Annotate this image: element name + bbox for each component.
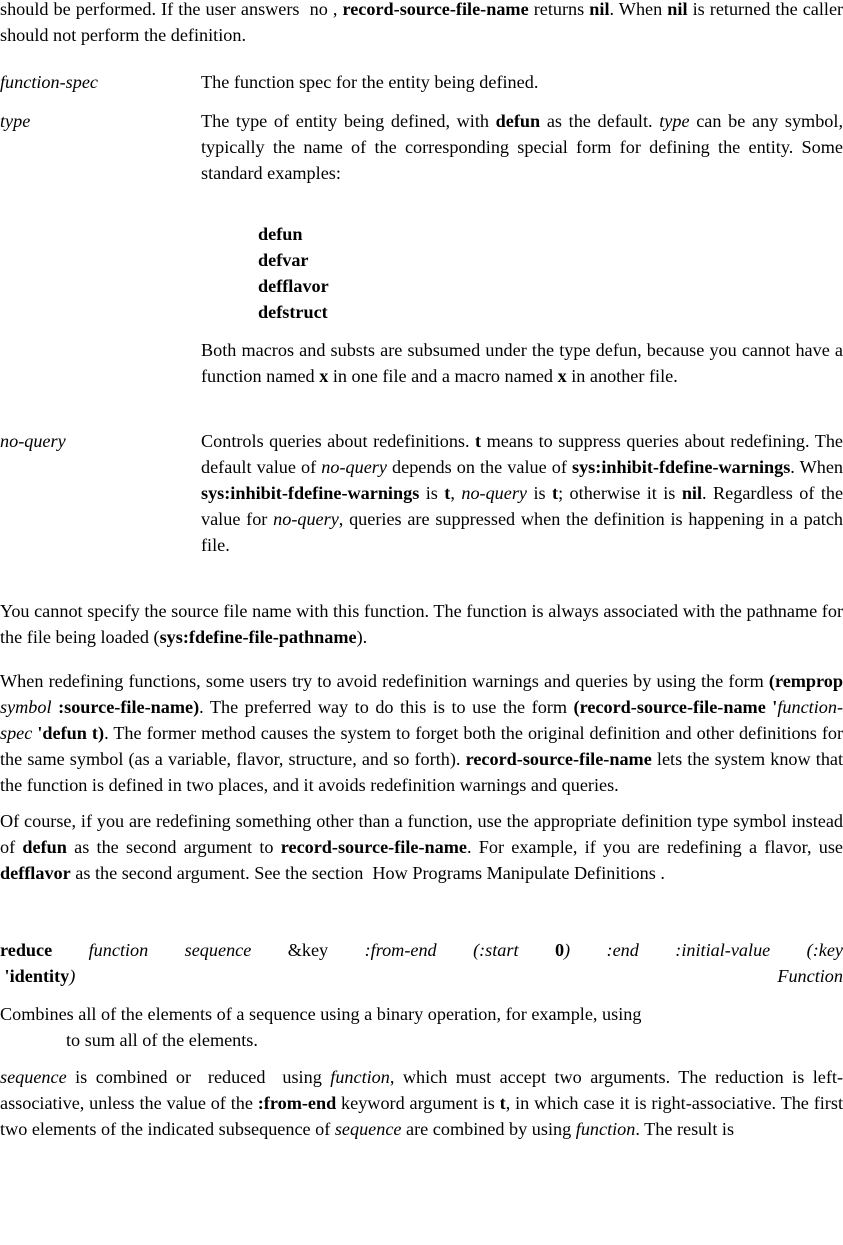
arg-desc-type: [201, 108, 843, 186]
symbol-ref: defun: [495, 111, 541, 131]
paragraph-other-types: [0, 808, 843, 886]
code-ref: :source-file-name): [58, 697, 200, 717]
symbol-ref: t: [499, 1093, 506, 1113]
function-name-ref: record-source-file-name: [342, 0, 529, 19]
body-text: as the second argument to: [74, 837, 274, 857]
arg-ref: type: [659, 111, 690, 131]
body-text: . For example, if you are redefining a flavor, use: [466, 837, 843, 857]
symbol-ref: t: [444, 483, 451, 503]
type-examples-list: [258, 221, 329, 325]
body-text: lets the system know that the function is defined in two places, and it avoids redefinition warnings and queries.: [0, 749, 843, 795]
body-text: . The former method causes the system to forget both the original definition and other definitions for the same symbol (as a variable, flavor, structure, and so forth).: [0, 723, 843, 769]
desc-text: in one file and a macro named: [332, 366, 554, 386]
desc-text: . Regardless of the value for: [201, 483, 843, 529]
paragraph-reduce-summary: [0, 1001, 843, 1053]
arg-desc-function-spec: The function spec for the entity being defined.: [201, 72, 539, 92]
body-text: as the second argument. See the section: [75, 863, 364, 883]
signature-arg: (:key: [806, 940, 843, 960]
arg-ref: function: [575, 1119, 636, 1139]
type-example: defvar: [258, 250, 309, 270]
body-text: using: [282, 1067, 322, 1087]
arg-ref: sequence: [334, 1119, 402, 1139]
desc-text: ; otherwise it is: [558, 483, 676, 503]
arg-term-function-spec: function-spec: [0, 72, 98, 92]
keyword-ref: :from-end: [257, 1093, 337, 1113]
body-text: keyword argument is: [341, 1093, 495, 1113]
function-name-ref: record-source-file-name: [280, 837, 467, 857]
intro-text: returns: [533, 0, 585, 19]
signature-arg: function: [88, 940, 149, 960]
type-example: defflavor: [258, 276, 329, 296]
code-ref: (record-source-file-name ': [573, 697, 778, 717]
arg-ref: sequence: [0, 1067, 67, 1087]
body-text: Combines all of the elements of a sequence using a binary operation, for example, using: [0, 1004, 642, 1024]
arg-ref: no-query: [461, 483, 527, 503]
code-ref: (remprop: [768, 671, 843, 691]
symbol-ref: t: [552, 483, 559, 503]
function-name: reduce: [0, 940, 53, 960]
signature-arg: sequence: [184, 940, 252, 960]
signature-arg: (:start: [473, 940, 519, 960]
variable-ref: sys:fdefine-file-pathname: [159, 627, 357, 647]
nil-ref: nil: [681, 483, 703, 503]
desc-text: Both macros and substs are subsumed under the type defun, because you cannot have a function named: [201, 340, 843, 386]
symbol-ref: t: [475, 431, 482, 451]
desc-text: ,: [450, 483, 455, 503]
signature-keyword: &key: [287, 940, 329, 960]
arg-ref: symbol: [0, 697, 52, 717]
symbol-ref: defun: [22, 837, 67, 857]
paragraph-reduce-detail: [0, 1064, 843, 1142]
reduce-signature-line: [0, 937, 843, 963]
body-text: Of course, if you are redefining something other than a function, use the appropriate definition type symbol instead of: [0, 811, 843, 857]
body-text: is combined or: [75, 1067, 192, 1087]
arg-ref: function-spec: [0, 697, 843, 743]
section-link[interactable]: How Programs Manipulate Definitions: [372, 863, 656, 883]
body-text: are combined by using: [406, 1119, 572, 1139]
intro-text: . When: [609, 0, 663, 19]
signature-arg: ): [69, 966, 76, 986]
desc-text: as the default.: [546, 111, 653, 131]
desc-text: is: [533, 483, 546, 503]
arg-desc-type-note: [201, 337, 843, 389]
paragraph-source-file: [0, 598, 843, 650]
arg-term-no-query: no-query: [0, 431, 66, 451]
desc-text: The type of entity being defined, with: [201, 111, 489, 131]
paragraph-redefining: [0, 668, 843, 798]
intro-text: is returned the caller should not perform the definition.: [0, 0, 843, 45]
variable-ref: sys:inhibit-fdefine-warnings: [201, 483, 420, 503]
desc-text: Controls queries about redefinitions.: [201, 431, 470, 451]
nil-ref: nil: [589, 0, 610, 19]
body-text: , in which case it is right-associative. The first two elements of the indicated subsequence of: [0, 1093, 843, 1139]
intro-text: ,: [332, 0, 338, 19]
body-text: reduced: [207, 1067, 266, 1087]
intro-text: should be performed. If the user answers: [0, 0, 300, 19]
desc-text: can be any symbol, typically the name of the corresponding special form for defining the entity. Some standard examples:: [201, 111, 843, 183]
type-example: defun: [258, 224, 303, 244]
signature-default: 0: [554, 940, 565, 960]
signature-arg: :initial-value: [675, 940, 771, 960]
variable-ref: sys:inhibit-fdefine-warnings: [572, 457, 791, 477]
signature-default: 'identity: [4, 966, 70, 986]
body-text: . The result is: [635, 1119, 735, 1139]
code-ref: 'defun t): [37, 723, 105, 743]
body-text: , which must accept two arguments. The reduction is left-associative, unless the value of the: [0, 1067, 843, 1113]
desc-text: is: [425, 483, 438, 503]
intro-paragraph: [0, 0, 843, 48]
body-text: ).: [356, 627, 368, 647]
reduce-signature-line-2: [0, 963, 843, 989]
arg-desc-no-query: [201, 428, 843, 558]
symbol-ref: defflavor: [0, 863, 71, 883]
body-text: When redefining functions, some users try to avoid redefinition warnings and queries by using the form: [0, 671, 764, 691]
type-example: defstruct: [258, 302, 328, 322]
body-text: .: [660, 863, 665, 883]
body-text: to sum all of the elements.: [66, 1030, 258, 1050]
arg-term-type: type: [0, 111, 31, 131]
intro-text: no: [309, 0, 328, 19]
desc-text: means to suppress queries about redefining. The default value of: [201, 431, 843, 477]
arg-ref: no-query: [321, 457, 387, 477]
desc-text: depends on the value of: [392, 457, 567, 477]
symbol-ref: x: [319, 366, 329, 386]
signature-arg: ): [564, 940, 571, 960]
symbol-ref: x: [557, 366, 567, 386]
signature-arg: :end: [606, 940, 639, 960]
arg-ref: no-query: [273, 509, 339, 529]
body-text: You cannot specify the source file name with this function. The function is always associated with the pathname for the file being loaded (: [0, 601, 843, 647]
function-name-ref: record-source-file-name: [465, 749, 652, 769]
definition-kind: Function: [777, 966, 843, 986]
desc-text: , queries are suppressed when the definition is happening in a patch file.: [201, 509, 843, 555]
nil-ref: nil: [667, 0, 688, 19]
signature-arg: :from-end: [364, 940, 437, 960]
desc-text: . When: [790, 457, 843, 477]
body-text: . The preferred way to do this is to use the form: [199, 697, 567, 717]
arg-ref: function: [330, 1067, 390, 1087]
desc-text: in another file.: [571, 366, 678, 386]
